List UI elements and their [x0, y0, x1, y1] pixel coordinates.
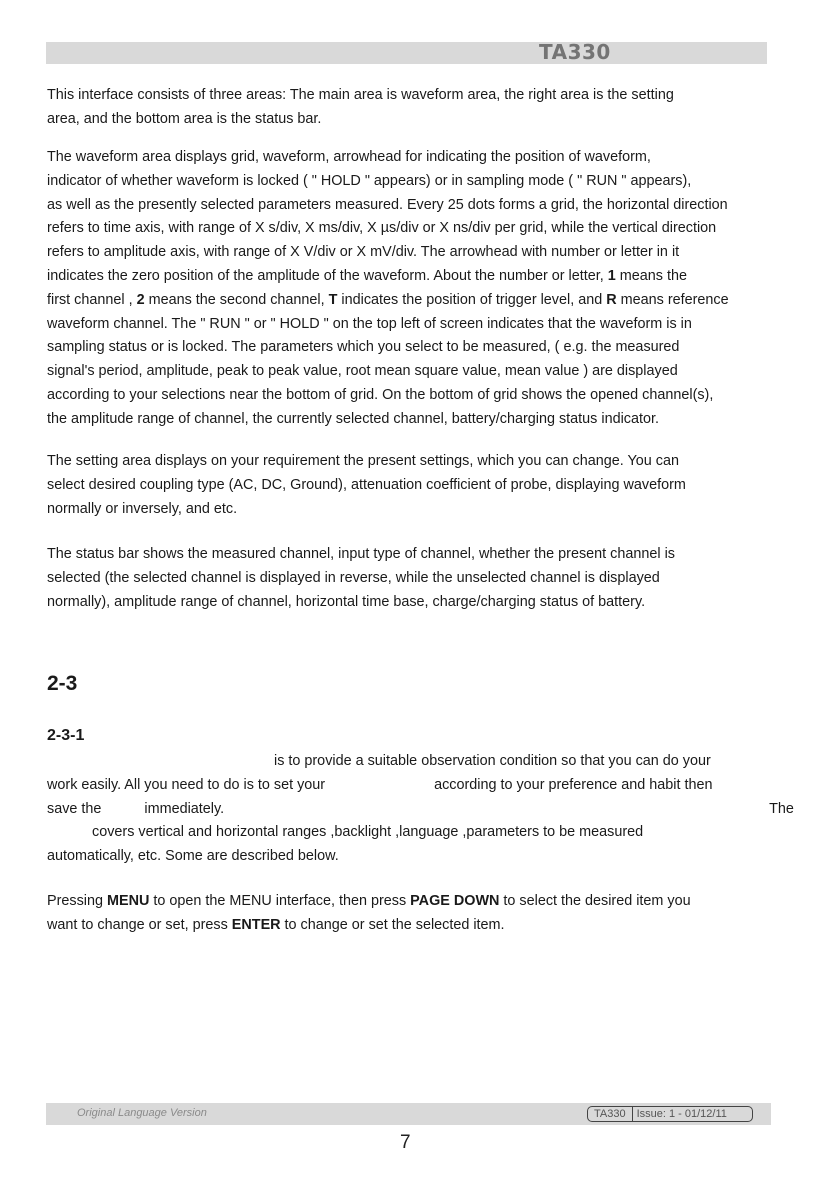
page-footer-bar: [46, 1103, 771, 1125]
key-enter: ENTER: [231, 916, 281, 933]
paragraph-menu-purpose: is to provide a suitable observation condition so that you can do your work easily. All you need to do is to set your according to your preference and habit then save the immediately. The covers vertical and horizontal ranges ,backlight ,language ,parameters to be measured automatically, etc. Some are described below.: [47, 753, 794, 865]
page-header-bar: [46, 42, 767, 64]
page-number: 7: [400, 1132, 411, 1153]
footer-issue-badge: [587, 1106, 753, 1122]
footer-issue: Issue: 1 - 01/12/11: [636, 1108, 727, 1120]
paragraph-waveform-area: The waveform area displays grid, waveform, arrowhead for indicating the position of waveform, indicator of whether waveform is locked ( " HOLD " appears) or in sampling mode ( " RUN " appears), as well as the presently selected parameters measured. Every 25 dots forms a grid, the horizontal direction refers to time axis, with range of X s/div, X ms/div, X µs/div or X ns/div per grid, while the vertical direction refers to amplitude axis, with range of X V/div or X mV/div. The arrowhead with number or letter in it indicates the zero position of the amplitude of the waveform. About the number or letter, 1 means the first channel , 2 means the second channel, T indicates the position of trigger level, and R means reference waveform channel. The " RUN " or " HOLD " on the top left of screen indicates that the waveform is in sampling status or is locked. The parameters which you select to be measured, ( e.g. the measured signal's period, amplitude, peak to peak value, root mean square value, mean value ) are displayed according to your selections near the bottom of grid. On the bottom of grid shows the opened channel(s), the amplitude range of channel, the currently selected channel, battery/charging status indicator.: [47, 149, 729, 427]
paragraph-interface-areas: This interface consists of three areas: The main area is waveform area, the right area is the setting area, and the bottom area is the status bar.: [47, 87, 674, 127]
paragraph-menu-instructions: Pressing MENU to open the MENU interface, then press PAGE DOWN to select the desired item you want to change or set, press ENTER to change or set the selected item.: [47, 893, 691, 933]
footer-language-version: Original Language Version: [77, 1107, 207, 1119]
section-heading: 2-3: [47, 672, 78, 695]
paragraph-setting-area: The setting area displays on your requirement the present settings, which you can change. You can select desired coupling type (AC, DC, Ground), attenuation coefficient of probe, displaying waveform normally or inversely, and etc.: [47, 453, 686, 517]
key-page-down: PAGE DOWN: [410, 893, 500, 909]
key-menu: MENU: [107, 893, 150, 909]
paragraph-status-bar: The status bar shows the measured channel, input type of channel, whether the present channel is selected (the selected channel is displayed in reverse, while the unselected channel is displayed normally), amplitude range of channel, horizontal time base, charge/charging status of battery.: [47, 546, 675, 610]
footer-model: TA330: [588, 1107, 633, 1121]
header-title: TA330: [539, 40, 611, 64]
subsection-heading: 2-3-1: [47, 727, 85, 744]
